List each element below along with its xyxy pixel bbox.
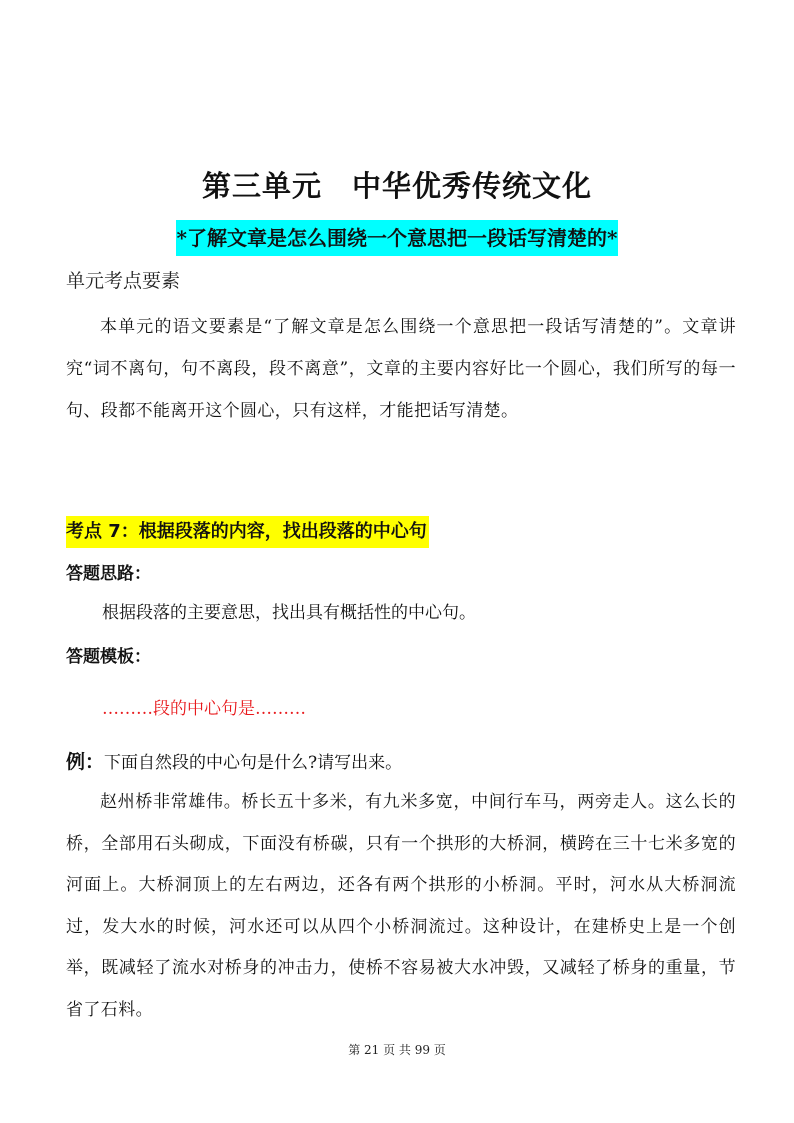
example-passage: 赵州桥非常雄伟。桥长五十多米，有九米多宽，中间行车马，两旁走人。这么长的桥，全部用石头砌成，下面没有桥碳，只有一个拱形的大桥洞，横跨在三十七米多宽的河面上。大桥洞顶上的左右两边，还各有两个拱形的小桥洞。平时，河水从大桥洞流过，发大水的时候，河水还可以从四个小桥洞流过。这种设计，在建桥史上是一个创举，既减轻了流水对桥身的冲击力，使桥不容易被大水冲毁，又减轻了桥身的重量，节省了石料。	[66, 792, 736, 1020]
approach-text: 根据段落的主要意思，找出具有概括性的中心句。	[102, 603, 476, 623]
approach-label: 答题思路：	[66, 564, 151, 584]
unit-elements-paragraph: 本单元的语文要素是“了解文章是怎么围绕一个意思把一段话写清楚的”。文章讲究“词不离句，句不离段，段不离意”，文章的主要内容好比一个圆心，我们所写的每一句、段都不能离开这个圆心，只有这样，才能把话写清楚。	[66, 317, 736, 421]
subtitle-container	[0, 220, 794, 256]
template-label: 答题模板：	[66, 647, 151, 667]
answer-template-text: ………段的中心句是………	[102, 699, 306, 719]
page-title: 第三单元 中华优秀传统文化	[201, 169, 592, 203]
unit-elements-label: 单元考点要素	[66, 270, 181, 292]
example-label: 例：	[66, 751, 105, 773]
kaodian-heading: 考点 7：根据段落的内容，找出段落的中心句	[66, 516, 429, 548]
example-question: 下面自然段的中心句是什么?请写出来。	[104, 753, 403, 773]
page-footer: 第 21 页 共 99 页	[348, 1043, 446, 1057]
unit-subtitle-highlight: *了解文章是怎么围绕一个意思把一段话写清楚的*	[176, 220, 619, 256]
example-question-line	[66, 746, 402, 779]
